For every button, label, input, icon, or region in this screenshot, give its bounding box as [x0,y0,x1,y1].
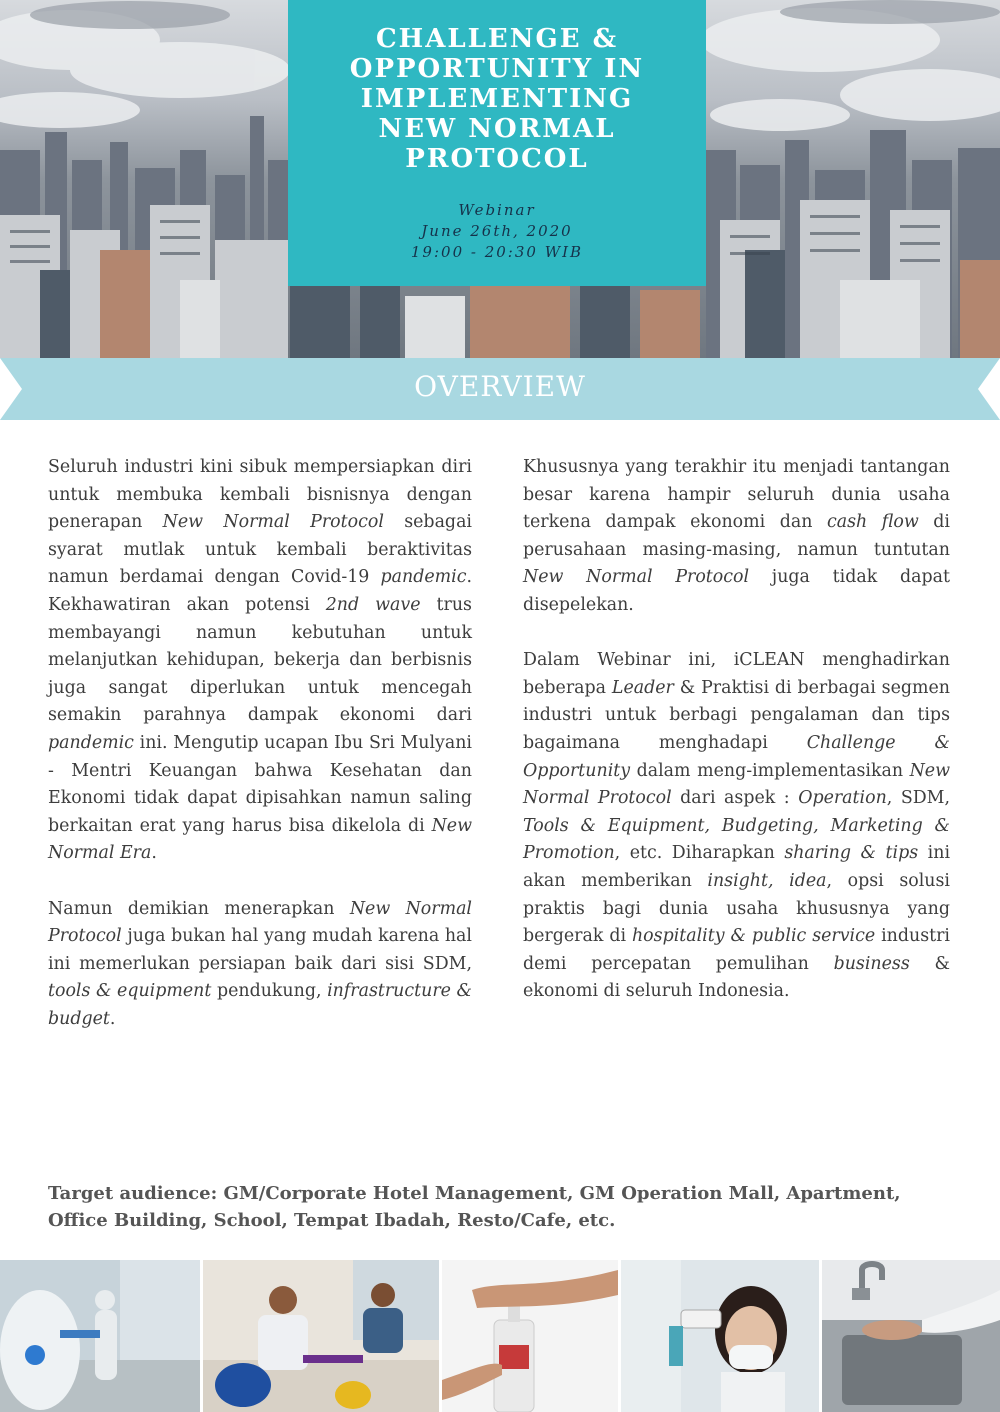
italic-text: hospitality & public service [631,926,876,947]
event-details [288,200,706,263]
text-run: juga bukan hal yang mudah karena hal ini memerlukan persiapan baik dari sisi SDM, [48,926,472,974]
italic-text: pandemic [380,567,467,588]
italic-text: New Normal Protocol [162,512,384,533]
text-run: Dalam Webinar ini, iCLEAN menghadirkan beberapa [523,650,950,698]
italic-text: Challenge & Opportunity [523,732,950,781]
text-run: . [109,1008,116,1029]
text-run: trus membayangi namun kebutuhan untuk melanjutkan kehidupan, bekerja dan berbisnis juga sangat diperlukan untuk mencegah semakin parahnya dampak ekonomi dari [48,594,472,726]
text-run: sebagai syarat mutlak untuk kembali beraktivitas namun berdamai dengan Covid-19 [48,512,472,588]
section-title: OVERVIEW [414,370,586,403]
page-title: CHALLENGE & OPPORTUNITY IN IMPLEMENTING NEW NORMAL PROTOCOL [349,24,645,174]
event-date: June 26th, 2020 [421,222,573,240]
text-run: . Kekhawatiran akan potensi [48,567,472,615]
text-run: & ekonomi di seluruh Indonesia. [523,953,950,1002]
text-run: di perusahaan masing-masing, namun tuntutan [523,512,950,560]
disinfection-spray-photo [0,1260,200,1412]
text-run: & Praktisi di berbagai segmen industri untuk berbagi pengalaman dan tips bagaimana menghadapi [523,677,950,753]
text-run: . [151,843,157,864]
italic-text: New Normal Protocol [523,567,750,588]
paragraph [48,454,472,868]
italic-text: insight, idea [707,870,827,891]
italic-text: Tools & Equipment, Budgeting, Marketing & Promotion [523,815,950,864]
overview-left-column [48,454,472,1061]
overview-ribbon [0,358,1000,420]
text-run: juga tidak dapat disepelekan. [523,567,950,615]
text-run: pendukung, [211,981,328,1002]
text-run: , etc. Diharapkan [614,843,785,864]
text-run: ini akan memberikan [523,843,951,891]
text-run: Seluruh industri kini sibuk mempersiapkan diri untuk membuka kembali bisnisnya dengan penerapan [48,457,472,533]
event-time: 19:00 - 20:30 WIB [410,243,584,261]
hand-washing-photo [822,1260,1000,1412]
italic-text: pandemic [48,732,134,753]
event-type: Webinar [458,201,536,219]
city-skyline-photo [0,0,1000,358]
target-audience: Target audience: GM/Corporate Hotel Management, GM Operation Mall, Apartment, Office Building, School, Tempat Ibadah, Resto/Cafe, etc. [48,1183,901,1231]
text-run: , SDM, [886,788,951,809]
text-run: Namun demikian menerapkan [48,898,350,919]
italic-text: business [833,953,910,974]
italic-text: tools & equipment [48,981,212,1002]
italic-text: New Normal Protocol [523,760,950,809]
photo-strip [0,1260,1000,1412]
italic-text: infrastructure & budget [48,981,472,1029]
paragraph [523,454,950,620]
temperature-check-photo [621,1260,819,1412]
vacuum-cleaning-photo [203,1260,439,1412]
italic-text: Operation [798,788,887,809]
italic-text: New Normal Protocol [48,898,472,947]
italic-text: 2nd wave [325,594,421,615]
hand-sanitizer-photo [442,1260,618,1412]
text-run: Khususnya yang terakhir itu menjadi tantangan besar karena hampir seluruh dunia usaha terkena dampak ekonomi dan [523,457,950,533]
text-run: dari aspek : [671,788,799,809]
overview-right-column [523,454,950,1033]
italic-text: New Normal Era [48,815,472,864]
italic-text: Leader [611,677,674,698]
text-run: industri demi percepatan pemulihan [523,926,950,974]
text-run: dalam meng-implementasikan [630,760,910,781]
paragraph [48,896,472,1034]
text-run: , opsi solusi praktis bagi dunia usaha khususnya yang bergerak di [523,870,950,947]
italic-text: cash flow [826,512,919,533]
italic-text: sharing & tips [784,843,919,864]
title-box [288,0,706,286]
paragraph [523,647,950,1006]
text-run: ini. Mengutip ucapan Ibu Sri Mulyani - Mentri Keuangan bahwa Kesehatan dan Ekonomi tidak dapat dipisahkan namun saling berkaitan erat yang harus bisa dikelola di [48,732,472,836]
